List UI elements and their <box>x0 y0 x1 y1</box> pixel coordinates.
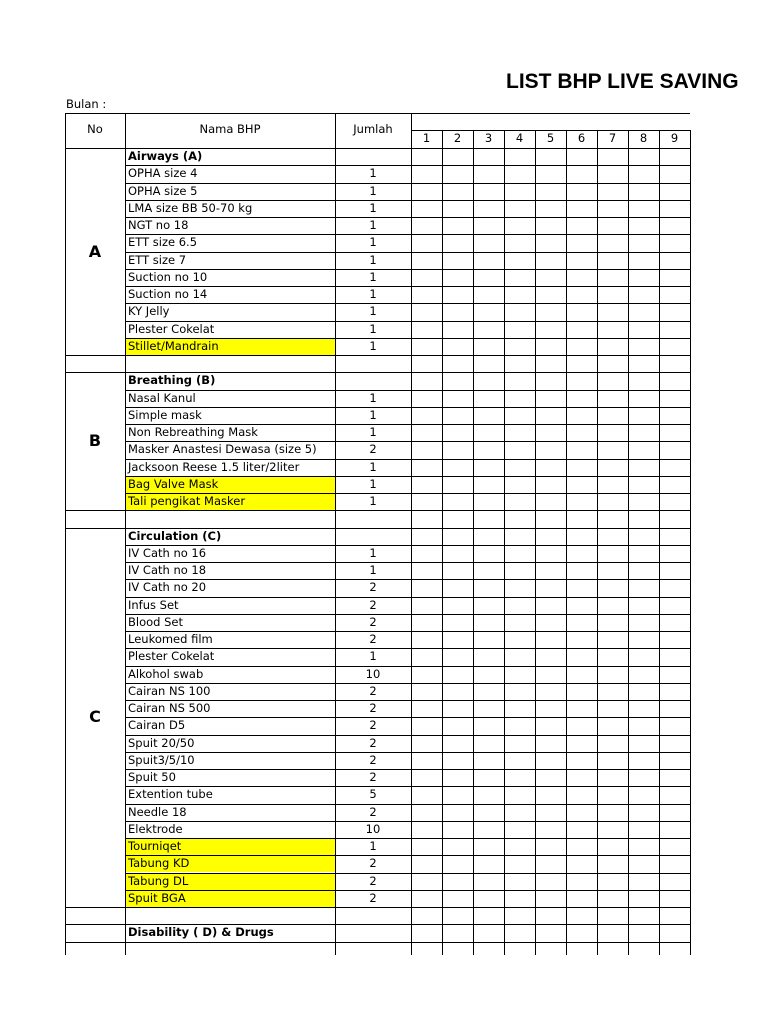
grid-line <box>65 942 125 943</box>
grid-line <box>125 113 126 955</box>
item-qty: 2 <box>369 891 377 905</box>
grid-line <box>411 113 412 955</box>
header-name: Nama BHP <box>199 122 261 136</box>
item-name: Elektrode <box>128 822 183 836</box>
item-qty: 1 <box>369 339 377 353</box>
item-name: Tabung KD <box>126 856 335 872</box>
item-qty: 2 <box>369 874 377 888</box>
item-qty: 1 <box>369 477 377 491</box>
item-qty: 1 <box>369 235 377 249</box>
item-qty: 2 <box>369 632 377 646</box>
item-name: IV Cath no 20 <box>128 580 207 594</box>
item-name: Alkohol swab <box>128 667 204 681</box>
item-name: Extention tube <box>128 787 213 801</box>
item-qty: 1 <box>369 546 377 560</box>
item-qty: 2 <box>369 684 377 698</box>
grid-line <box>125 942 690 943</box>
item-qty: 5 <box>369 787 377 801</box>
item-qty: 1 <box>369 425 377 439</box>
item-name: Plester Cokelat <box>128 322 215 336</box>
section-letter: B <box>88 431 102 450</box>
grid-line <box>65 907 125 908</box>
item-qty: 2 <box>369 770 377 784</box>
grid-line <box>65 355 125 356</box>
item-qty: 2 <box>369 615 377 629</box>
item-qty: 2 <box>369 701 377 715</box>
item-qty: 1 <box>369 408 377 422</box>
item-qty: 2 <box>369 718 377 732</box>
item-name: Spuit 20/50 <box>128 736 195 750</box>
item-name: Simple mask <box>128 408 202 422</box>
grid-line <box>504 130 505 955</box>
grid-line <box>628 130 629 955</box>
item-name: Masker Anastesi Dewasa (size 5) <box>128 442 317 456</box>
header-day-1: 1 <box>422 131 431 145</box>
item-qty: 1 <box>369 287 377 301</box>
item-qty: 1 <box>369 391 377 405</box>
item-name: OPHA size 4 <box>128 166 198 180</box>
item-name: Cairan NS 100 <box>128 684 211 698</box>
header-day-7: 7 <box>608 131 617 145</box>
header-day-2: 2 <box>453 131 462 145</box>
grid-line <box>125 355 690 356</box>
section-title: Airways (A) <box>128 149 203 163</box>
item-qty: 1 <box>369 218 377 232</box>
item-name: Nasal Kanul <box>128 391 196 405</box>
header-day-6: 6 <box>577 131 586 145</box>
month-label: Bulan : <box>66 97 107 111</box>
item-name: NGT no 18 <box>128 218 189 232</box>
item-name: IV Cath no 18 <box>128 563 207 577</box>
grid-line <box>65 113 66 955</box>
item-qty: 1 <box>369 253 377 267</box>
item-name: Spuit BGA <box>126 891 335 907</box>
item-qty: 1 <box>369 184 377 198</box>
item-name: OPHA size 5 <box>128 184 198 198</box>
item-qty: 1 <box>369 322 377 336</box>
grid-line <box>597 130 598 955</box>
item-qty: 2 <box>369 736 377 750</box>
header-day-5: 5 <box>546 131 555 145</box>
section-letter: C <box>89 707 101 726</box>
header-day-8: 8 <box>639 131 648 145</box>
item-name: Needle 18 <box>128 805 187 819</box>
item-qty: 2 <box>369 753 377 767</box>
grid-line <box>65 510 125 511</box>
item-name: ETT size 6.5 <box>128 235 198 249</box>
item-qty: 1 <box>369 166 377 180</box>
header-day-3: 3 <box>484 131 493 145</box>
item-qty: 10 <box>365 822 381 836</box>
item-name: Spuit 50 <box>128 770 176 784</box>
item-qty: 1 <box>369 494 377 508</box>
grid-line <box>125 907 690 908</box>
item-qty: 1 <box>369 304 377 318</box>
item-qty: 1 <box>369 270 377 284</box>
grid-line <box>566 130 567 955</box>
item-name: IV Cath no 16 <box>128 546 207 560</box>
item-qty: 1 <box>369 201 377 215</box>
item-name: Tali pengikat Masker <box>126 494 335 510</box>
item-name: Suction no 10 <box>128 270 208 284</box>
item-name: LMA size BB 50-70 kg <box>128 201 253 215</box>
bhp-table <box>65 113 690 955</box>
item-name: Cairan NS 500 <box>128 701 211 715</box>
grid-line <box>690 130 691 955</box>
section-title: Breathing (B) <box>128 373 216 388</box>
grid-line <box>473 130 474 955</box>
item-qty: 1 <box>369 839 377 853</box>
item-qty: 2 <box>369 442 377 456</box>
item-qty: 2 <box>369 580 377 594</box>
item-name: Jacksoon Reese 1.5 liter/2liter <box>128 460 300 474</box>
item-name: Cairan D5 <box>128 718 186 732</box>
sheet-title: LIST BHP LIVE SAVING <box>506 70 739 93</box>
item-qty: 1 <box>369 649 377 663</box>
item-name: ETT size 7 <box>128 253 187 267</box>
section-letter: A <box>88 242 102 261</box>
grid-line <box>535 130 536 955</box>
header-qty: Jumlah <box>353 122 393 136</box>
item-name: Plester Cokelat <box>128 649 215 663</box>
item-qty: 2 <box>369 598 377 612</box>
grid-line <box>442 130 443 955</box>
grid-line <box>659 130 660 955</box>
item-qty: 2 <box>369 805 377 819</box>
item-qty: 10 <box>365 667 381 681</box>
item-name: Tourniqet <box>126 839 335 855</box>
header-no: No <box>87 122 103 136</box>
header-day-4: 4 <box>515 131 524 145</box>
item-qty: 1 <box>369 460 377 474</box>
grid-line <box>65 113 690 114</box>
grid-line <box>335 113 336 955</box>
item-name: Leukomed film <box>128 632 213 646</box>
item-qty: 1 <box>369 563 377 577</box>
item-name: Tabung DL <box>126 874 335 890</box>
item-name: Non Rebreathing Mask <box>128 425 258 439</box>
item-name: Blood Set <box>128 615 183 629</box>
item-name: Suction no 14 <box>128 287 208 301</box>
item-name: Stillet/Mandrain <box>126 339 335 355</box>
header-day-9: 9 <box>670 131 679 145</box>
grid-line <box>411 130 690 131</box>
item-name: Bag Valve Mask <box>126 477 335 493</box>
item-name: KY Jelly <box>128 304 170 318</box>
section-title: Circulation (C) <box>128 528 222 543</box>
item-name: Infus Set <box>128 598 179 612</box>
item-name: Spuit3/5/10 <box>128 753 195 767</box>
grid-line <box>125 510 690 511</box>
section-title: Disability ( D) & Drugs <box>128 925 274 940</box>
item-qty: 2 <box>369 856 377 870</box>
